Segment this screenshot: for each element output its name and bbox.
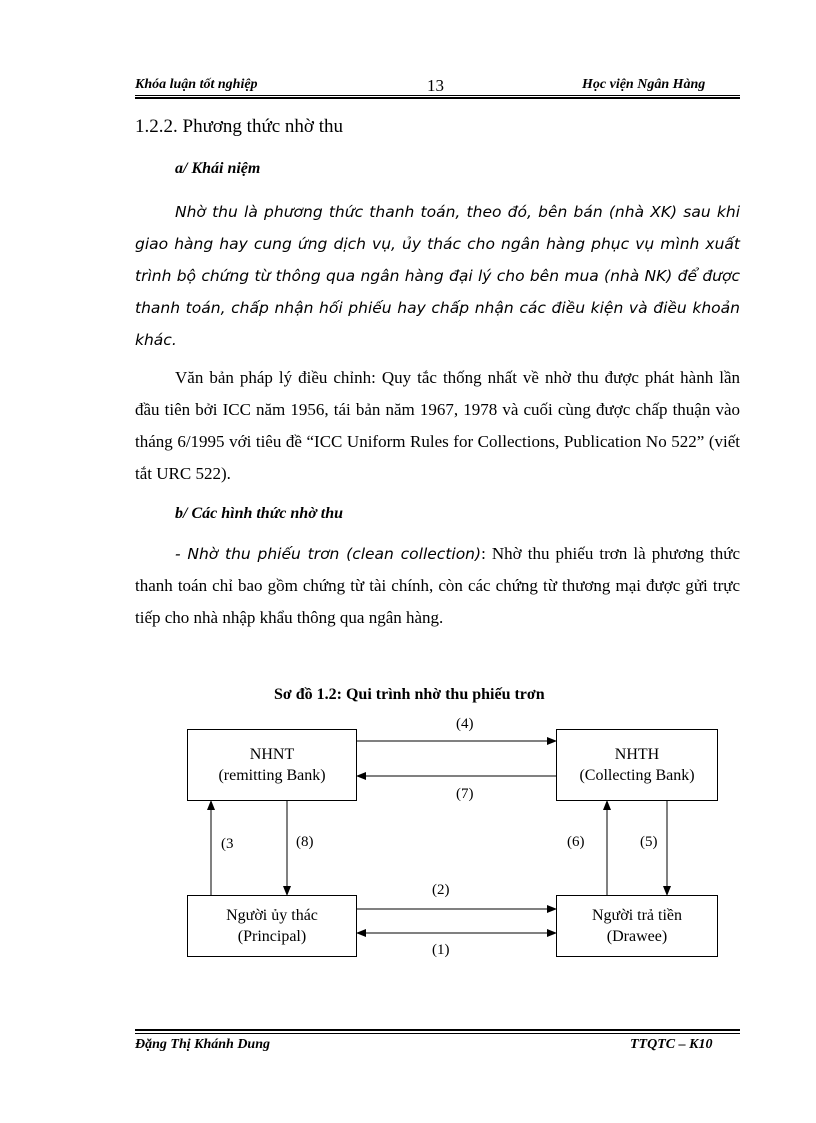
box-drawee: [556, 895, 718, 957]
clean-collection-rest: : Nhờ thu phiếu trơn là phương thức thanh toán chỉ bao gồm chứng từ tài chính, còn các chứng từ thương mại được gửi trực tiếp cho nhà nhập khẩu thông qua ngân hàng.: [135, 544, 741, 627]
box-principal: [187, 895, 357, 957]
label-step-1: (1): [432, 942, 450, 958]
box-drawee-line1: Người trả tiền: [592, 907, 682, 924]
clean-collection-term: - Nhờ thu phiếu trơn (clean collection): [175, 545, 482, 563]
page-number: 13: [427, 76, 444, 95]
subheading-b: b/ Các hình thức nhờ thu: [175, 505, 344, 522]
footer-rule-thin: [135, 1033, 740, 1034]
footer-left: Đặng Thị Khánh Dung: [135, 1037, 271, 1052]
box-nhnt-line2: (remitting Bank): [218, 767, 326, 784]
box-nhth-line1: NHTH: [614, 746, 660, 763]
paragraph-definition: Nhờ thu là phương thức thanh toán, theo đó, bên bán (nhà XK) sau khi giao hàng hay cung ứng dịch vụ, ủy thác cho ngân hàng phục vụ mình xuất trình bộ chứng từ thông qua ngân hàng đại lý cho bên mua (nhà NK) để được thanh toán, chấp nhận hối phiếu hay chấp nhận các điều kiện và điều khoản khác.: [135, 203, 740, 349]
section-title: 1.2.2. Phương thức nhờ thu: [135, 116, 343, 137]
footer-rule-thick: [135, 1029, 740, 1031]
box-principal-line1: Người ủy thác: [226, 907, 318, 924]
header-right: Học viện Ngân Hàng: [582, 77, 706, 92]
label-step-4: (4): [456, 716, 474, 732]
label-step-7: (7): [456, 786, 474, 802]
box-principal-line2: (Principal): [237, 928, 307, 945]
diagram-title: Sơ đồ 1.2: Qui trình nhờ thu phiếu trơn: [274, 686, 545, 703]
label-step-3: (3: [221, 836, 234, 852]
box-nhnt-line1: NHNT: [249, 746, 295, 763]
label-step-8: (8): [296, 834, 314, 850]
box-nhth-line2: (Collecting Bank): [579, 767, 695, 784]
label-step-5: (5): [640, 834, 658, 850]
subheading-a: a/ Khái niệm: [175, 160, 261, 177]
footer-right: TTQTC – K10: [630, 1037, 713, 1052]
label-step-2: (2): [432, 882, 450, 898]
paragraph-legal: Văn bản pháp lý điều chỉnh: Quy tắc thống nhất về nhờ thu được phát hành lần đầu tiên bởi ICC năm 1956, tái bản năm 1967, 1978 và cuối cùng được chấp thuận vào tháng 6/1995 với tiêu đề “ICC Uniform Rules for Collections, Publication No 522” (viết tắt URC 522).: [135, 368, 740, 483]
box-drawee-line2: (Drawee): [606, 928, 668, 945]
label-step-6: (6): [567, 834, 585, 850]
header-left: Khóa luận tốt nghiệp: [135, 77, 258, 92]
box-nhth: [556, 729, 718, 801]
box-nhnt: [187, 729, 357, 801]
